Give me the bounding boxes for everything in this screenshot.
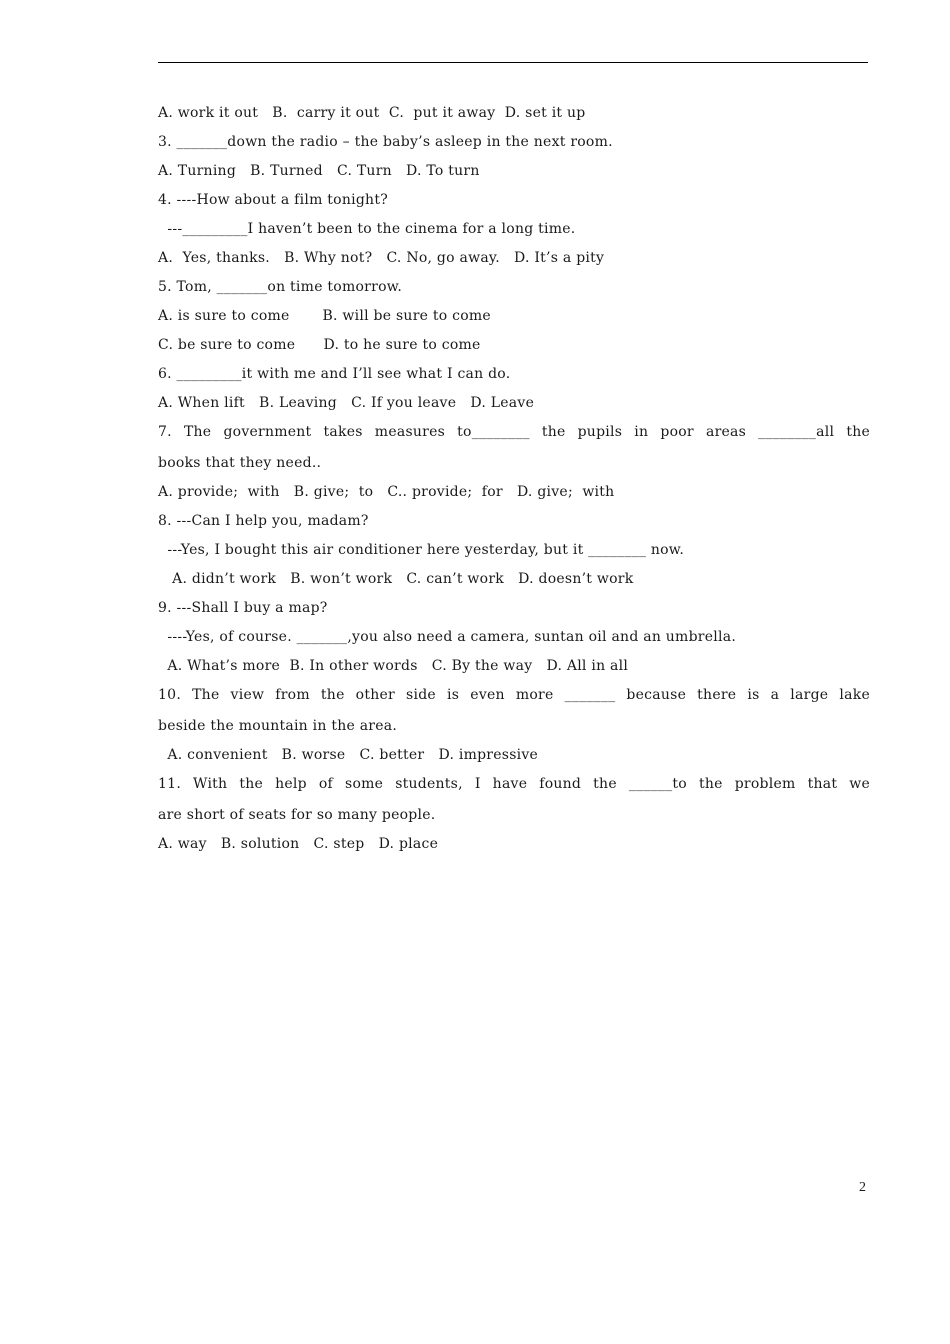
q4-options: A. Yes, thanks. B. Why not? C. No, go away. D. It’s a pity xyxy=(158,250,605,266)
page-number: 2 xyxy=(859,1180,866,1195)
q3-stem: 3. _______down the radio – the baby’s asleep in the next room. xyxy=(158,134,613,150)
q4-dialogue: ---_________I haven’t been to the cinema for a long time. xyxy=(158,221,576,237)
q3-options: A. Turning B. Turned C. Turn D. To turn xyxy=(158,163,480,179)
q7-options: A. provide; with B. give; to C.. provide; for D. give; with xyxy=(158,484,615,500)
q10-options: A. convenient B. worse C. better D. impressive xyxy=(158,747,539,763)
q6-stem: 6. _________it with me and I’ll see what I can do. xyxy=(158,366,511,382)
q7-stem: 7. The government takes measures to________ the pupils in poor areas ________all the xyxy=(158,424,870,440)
q8-stem: 8. ---Can I help you, madam? xyxy=(158,513,369,529)
q11-options: A. way B. solution C. step D. place xyxy=(158,836,439,852)
q9-dialogue: ----Yes, of course. _______,you also need a camera, suntan oil and an umbrella. xyxy=(158,629,737,645)
q9-options: A. What’s more B. In other words C. By the way D. All in all xyxy=(158,658,629,674)
q5-options-cd: C. be sure to come D. to he sure to come xyxy=(158,337,481,353)
q4-stem: 4. ----How about a film tonight? xyxy=(158,192,388,208)
q11-stem: 11. With the help of some students, I have found the ______to the problem that we xyxy=(158,776,870,792)
q9-stem: 9. ---Shall I buy a map? xyxy=(158,600,328,616)
q10-stem-continued: beside the mountain in the area. xyxy=(158,718,398,734)
q2-options: A. work it out B. carry it out C. put it away D. set it up xyxy=(158,105,586,121)
q7-stem-continued: books that they need.. xyxy=(158,455,322,471)
q5-options-ab: A. is sure to come B. will be sure to come xyxy=(158,308,491,324)
q11-stem-continued: are short of seats for so many people. xyxy=(158,807,436,823)
q8-dialogue: ---Yes, I bought this air conditioner here yesterday, but it ________ now. xyxy=(158,542,685,558)
q8-options: A. didn’t work B. won’t work C. can’t work D. doesn’t work xyxy=(158,571,634,587)
q6-options: A. When lift B. Leaving C. If you leave D. Leave xyxy=(158,395,535,411)
header-rule xyxy=(158,62,868,63)
q5-stem: 5. Tom, _______on time tomorrow. xyxy=(158,279,403,295)
q10-stem: 10. The view from the other side is even more _______ because there is a large lake xyxy=(158,687,870,703)
